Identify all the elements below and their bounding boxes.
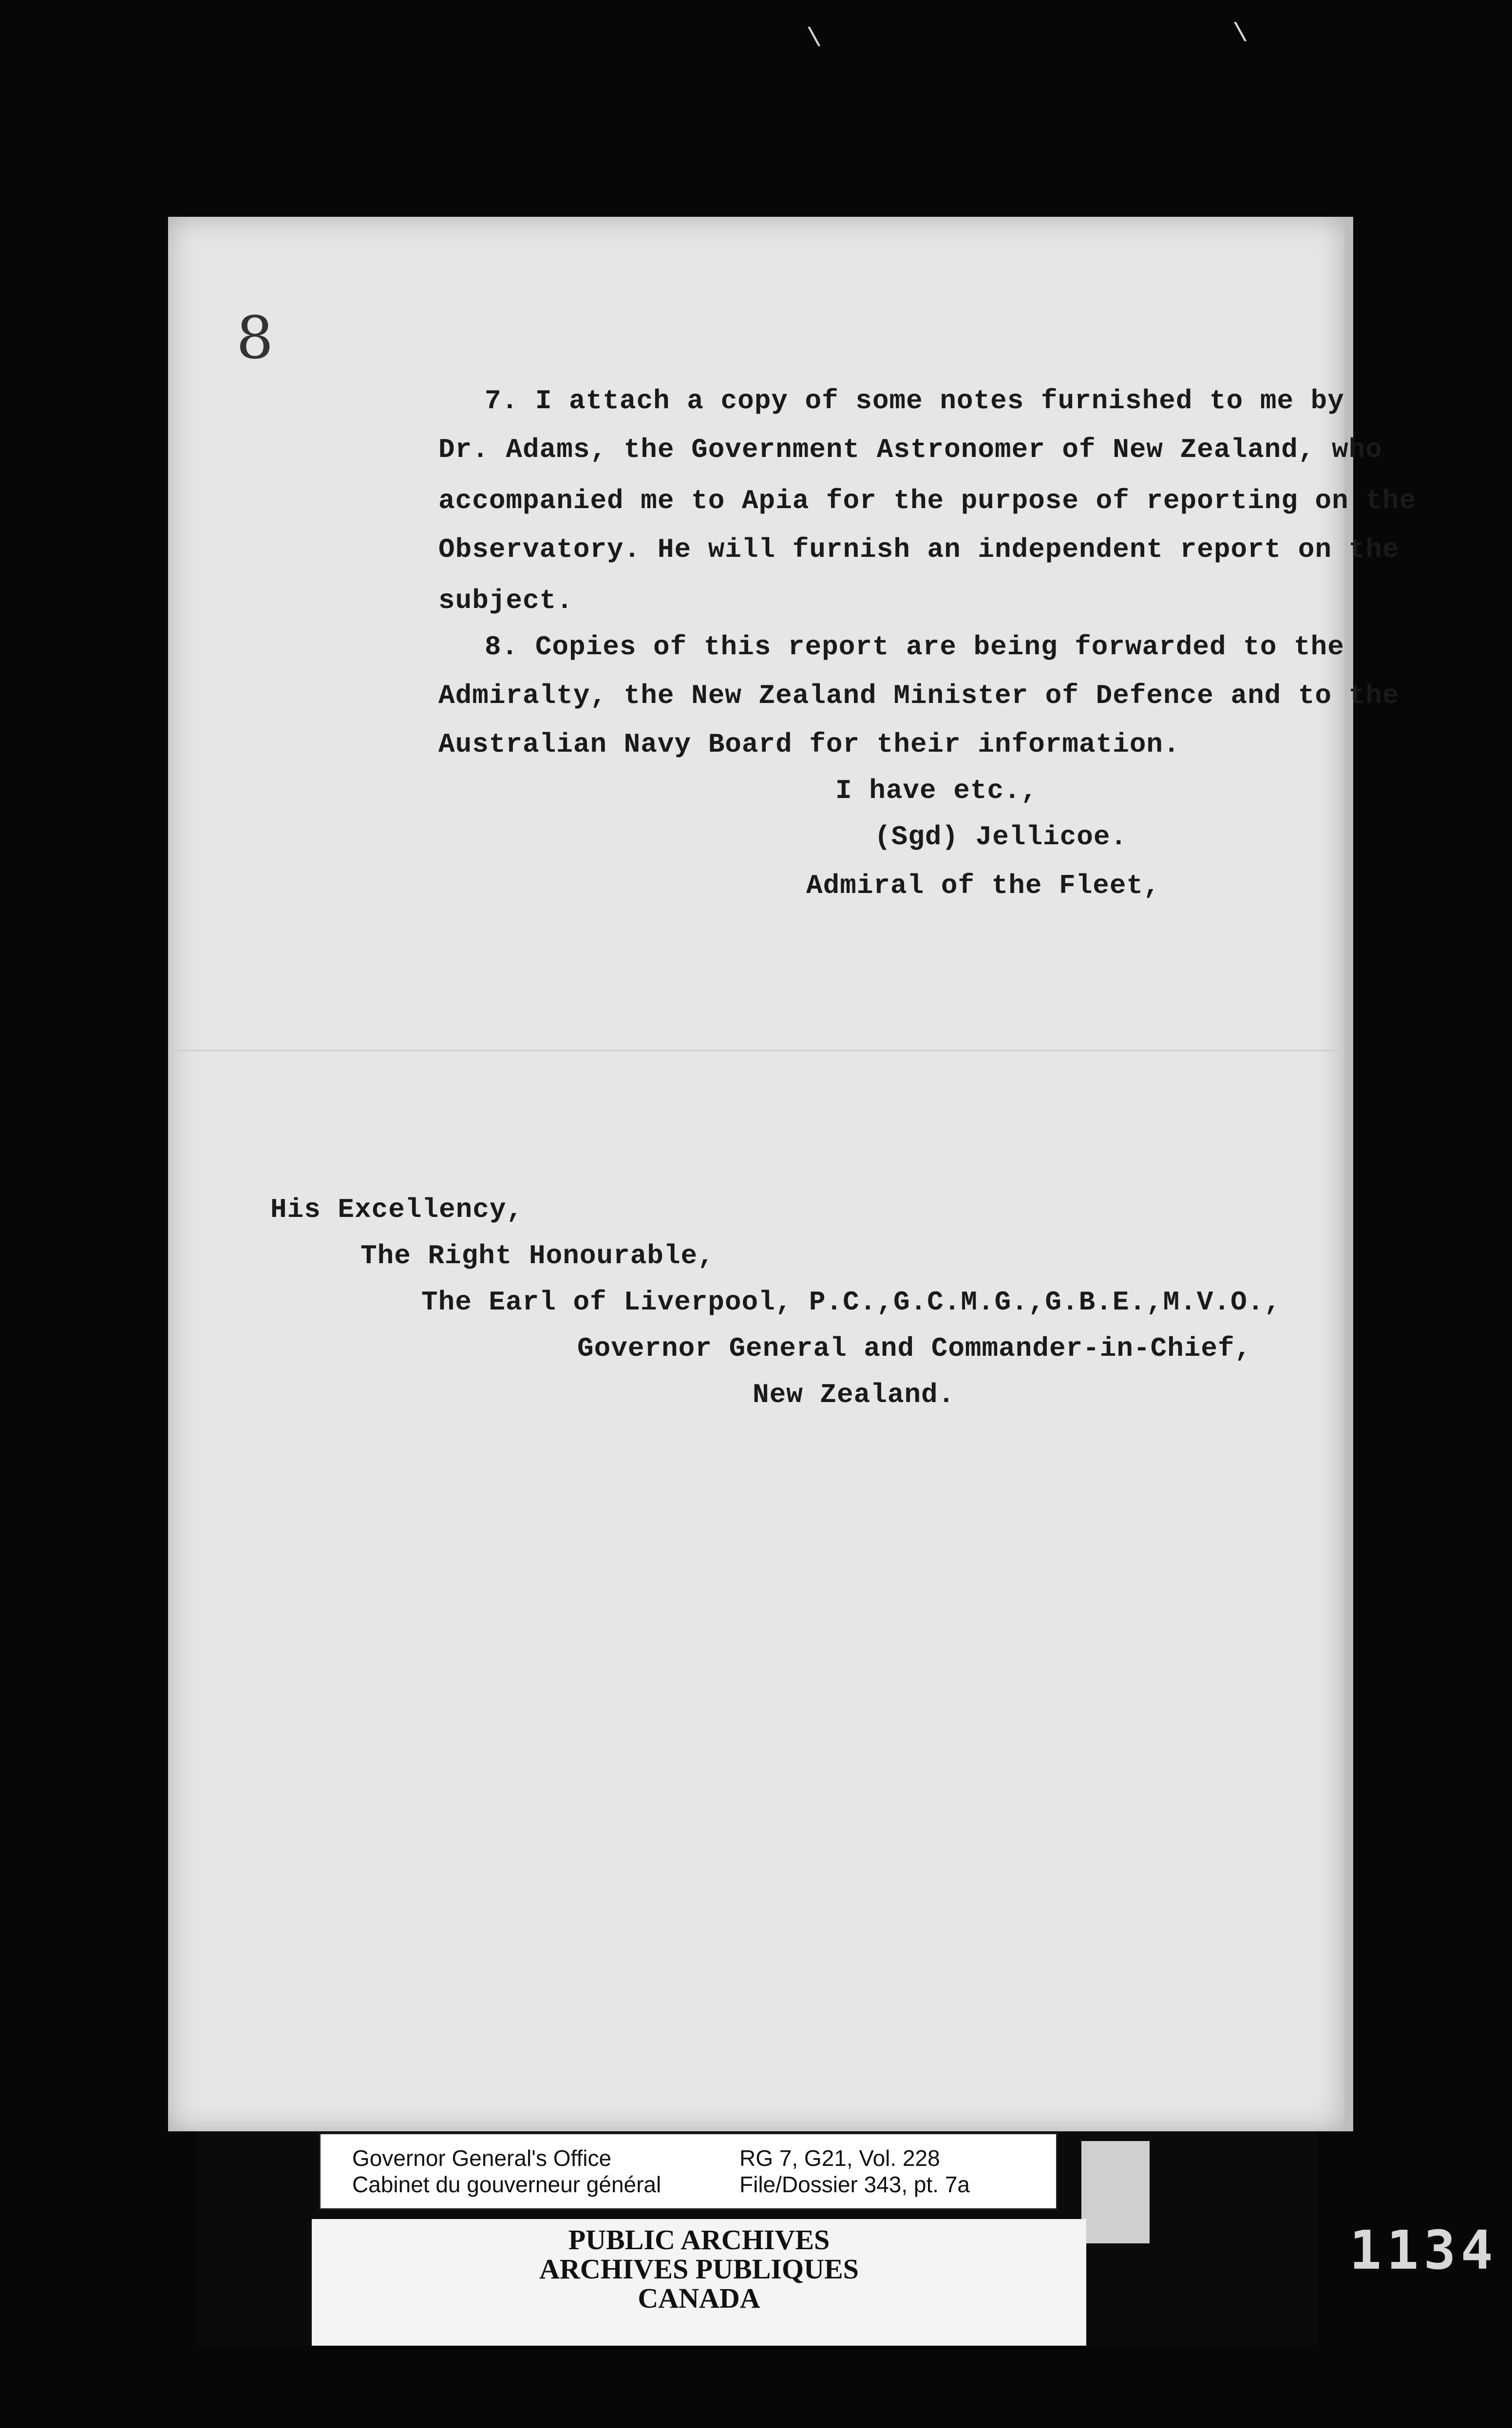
page-fold-line bbox=[168, 1050, 1344, 1051]
film-tick-mark: \ bbox=[1232, 19, 1248, 49]
film-frame-number: 1134 bbox=[1349, 2219, 1498, 2281]
text-line: Dr. Adams, the Government Astronomer of New Zealand, who bbox=[438, 434, 1382, 465]
addressee-line: New Zealand. bbox=[753, 1379, 955, 1410]
addressee-line: The Earl of Liverpool, P.C.,G.C.M.G.,G.B.E.,M.V.O., bbox=[421, 1287, 1281, 1318]
text-line: 7. I attach a copy of some notes furnished to me by bbox=[485, 385, 1344, 417]
handwritten-page-mark: 8 bbox=[236, 304, 274, 372]
signatory-rank: Admiral of the Fleet, bbox=[806, 870, 1160, 901]
signature: (Sgd) Jellicoe. bbox=[874, 821, 1128, 853]
addressee-line: The Right Honourable, bbox=[360, 1240, 715, 1271]
record-group-reference: RG 7, G21, Vol. 228 bbox=[739, 2145, 940, 2171]
addressee-line: His Excellency, bbox=[270, 1194, 524, 1225]
film-tick-mark: \ bbox=[806, 24, 822, 54]
text-line: subject. bbox=[438, 585, 573, 616]
addressee-line: Governor General and Commander-in-Chief, bbox=[577, 1333, 1252, 1364]
letter-page bbox=[168, 217, 1417, 2131]
stamp-line: CANADA bbox=[638, 2282, 760, 2314]
text-line: 8. Copies of this report are being forwarded to the bbox=[485, 631, 1344, 663]
text-line: accompanied me to Apia for the purpose of reporting on the bbox=[438, 485, 1417, 516]
film-edge-patch bbox=[1081, 2141, 1150, 2243]
text-line: Admiralty, the New Zealand Minister of Defence and to the bbox=[438, 680, 1399, 711]
text-line: Australian Navy Board for their information. bbox=[438, 729, 1180, 760]
closing: I have etc., bbox=[835, 775, 1038, 806]
stamp-line: PUBLIC ARCHIVES bbox=[568, 2224, 830, 2256]
file-reference: File/Dossier 343, pt. 7a bbox=[739, 2172, 970, 2197]
office-name-en: Governor General's Office bbox=[352, 2145, 612, 2171]
stamp-line: ARCHIVES PUBLIQUES bbox=[539, 2253, 859, 2285]
office-name-fr: Cabinet du gouverneur général bbox=[352, 2172, 662, 2197]
public-archives-stamp bbox=[312, 2219, 1086, 2346]
archive-reference-label bbox=[319, 2133, 1058, 2210]
text-line: Observatory. He will furnish an independent report on the bbox=[438, 534, 1399, 565]
